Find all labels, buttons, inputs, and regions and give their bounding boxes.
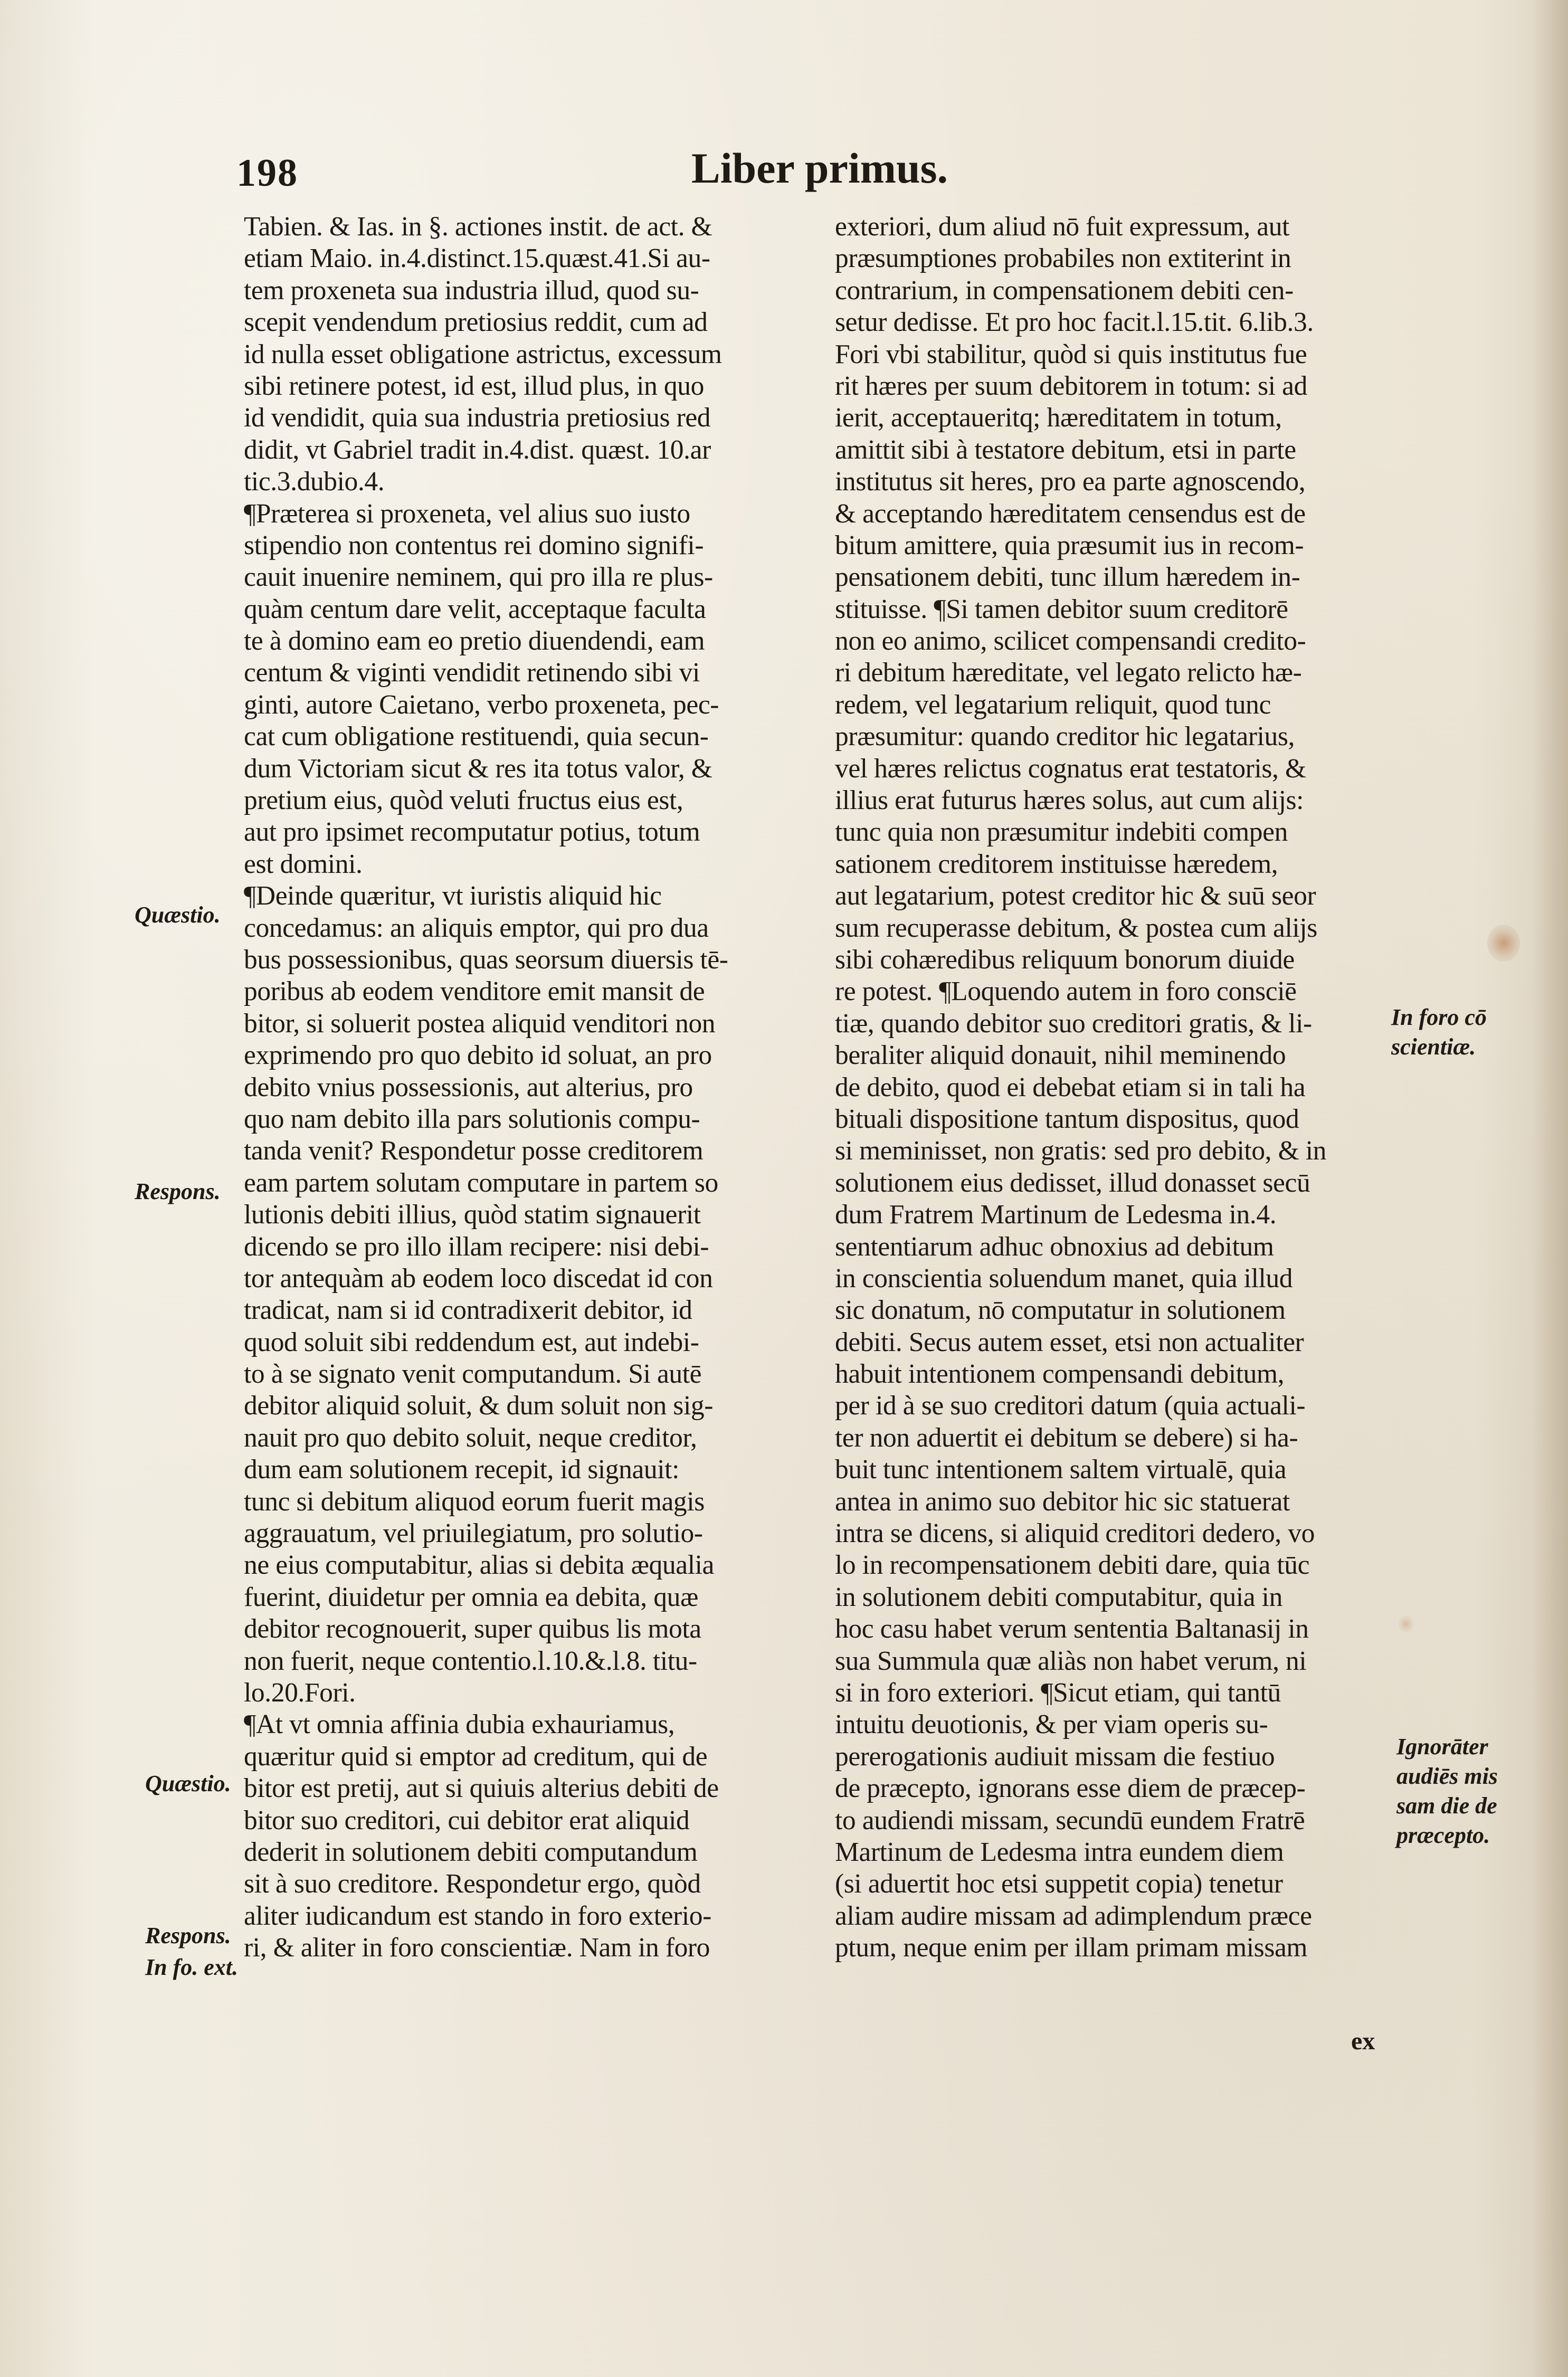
text-line: tunc quia non præsumitur indebiti compen [835,817,1288,848]
text-line: nauit pro quo debito soluit, neque creditor, [244,1422,697,1453]
text-line: dum eam solutionem recepit, id signauit: [244,1454,679,1485]
text-line: tem proxeneta sua industria illud, quod su- [244,275,699,306]
right-text-column [835,211,1394,1964]
text-line: eam partem solutam computare in partem so [244,1167,718,1198]
text-line: debito vnius possessionis, aut alterius, pro [244,1072,693,1102]
text-line: pensationem debiti, tunc illum hæredem in- [835,562,1300,593]
text-line: tanda venit? Respondetur posse creditorem [244,1136,704,1166]
text-line: aliam audire missam ad adimplendum præce [835,1900,1312,1931]
margin-note-questio: Quæstio. [135,902,221,928]
text-line: per id à se suo creditori datum (quia actuali- [835,1391,1306,1421]
text-line: dum Fratrem Martinum de Ledesma in.4. [835,1200,1277,1230]
text-line: quàm centum dare velit, acceptaque faculta [244,594,706,624]
text-line: vel hæres relictus cognatus erat testatoris, & [835,753,1306,784]
text-line: aut pro ipsimet recomputatur potius, totum [244,817,700,848]
text-line: bitor, si soluerit postea aliquid venditori non [244,1008,716,1039]
text-line: buit tunc intentionem saltem virtualē, quia [835,1454,1287,1485]
text-line: exprimendo pro quo debito id soluat, an pro [244,1040,712,1071]
text-line: bitor suo creditori, cui debitor erat aliquid [244,1805,690,1836]
catchword: ex [1351,2027,1375,2055]
text-line: illius erat futurus hæres solus, aut cum alijs: [835,785,1304,816]
text-line: Martinum de Ledesma intra eundem diem [835,1837,1284,1867]
text-line: sua Summula quæ aliàs non habet verum, ni [835,1646,1307,1676]
text-line: ¶Deinde quæritur, vt iuristis aliquid hic [244,881,662,911]
text-line: contrarium, in compensationem debiti cen- [835,275,1294,306]
text-line: de debito, quod ei debebat etiam si in tali ha [835,1072,1306,1102]
text-line: debitor aliquid soluit, & dum soluit non sig- [244,1391,713,1421]
text-line: ter non aduertit ei debitum se debere) si ha- [835,1422,1298,1453]
text-line: cauit inuenire neminem, qui pro illa re plus- [244,562,713,593]
text-line: Fori vbi stabilitur, quòd si quis institutus fue [835,339,1307,369]
margin-note-ignoranter: Ignorāter [1396,1734,1488,1760]
text-line: to à se signato venit computandum. Si autē [244,1359,702,1390]
text-line: intra se dicens, si aliquid creditori dedero, vo [835,1518,1315,1549]
text-line: dum Victoriam sicut & res ita totus valor, & [244,753,712,784]
margin-note-ignoranter: sam die de [1396,1793,1497,1819]
margin-note-in-foro-exteriori: In fo. ext. [145,1954,238,1980]
text-line: bitor est pretij, aut si quiuis alterius debiti de [244,1773,719,1804]
text-line: non eo animo, scilicet compensandi credito- [835,626,1306,657]
text-line: (si aduertit hoc etsi suppetit copia) tenetur [835,1869,1283,1899]
text-line: sibi retinere potest, id est, illud plus, in quo [244,370,704,401]
text-line: scepit vendendum pretiosius reddit, cum ad [244,307,708,338]
text-line: & acceptando hæreditatem censendus est de [835,498,1306,529]
text-line: ne eius computabitur, alias si debita æqualia [244,1550,714,1581]
margin-note-questio: Quæstio. [145,1771,231,1796]
text-line: sententiarum adhuc obnoxius ad debitum [835,1231,1274,1262]
text-line: ptum, neque enim per illam primam missam [835,1933,1308,1963]
foxing-stain [1487,925,1520,962]
text-line: institutus sit heres, pro ea parte agnoscendo, [835,467,1306,497]
text-line: lutionis debiti illius, quòd statim signauerit [244,1200,701,1230]
text-line: debiti. Secus autem esset, etsi non actualiter [835,1327,1304,1357]
text-line: est domini. [244,849,363,879]
text-line: setur dedisse. Et pro hoc facit.l.15.tit. 6.lib.3. [835,307,1314,338]
text-line: tradicat, nam si id contradixerit debitor, id [244,1295,692,1326]
margin-note-ignoranter: præcepto. [1396,1822,1490,1848]
text-line: de præcepto, ignorans esse diem de præcep- [835,1773,1306,1804]
text-line: pererogationis audiuit missam die festiuo [835,1741,1275,1772]
running-head: Liber primus. [691,144,948,192]
text-line: lo.20.Fori. [244,1677,356,1708]
text-line: bitum amittere, quia præsumit ius in recom- [835,530,1304,560]
text-line: sationem creditorem instituisse hæredem, [835,849,1278,879]
margin-note-ignoranter: audiēs mis [1396,1763,1498,1789]
text-line: sibi cohæredibus reliquum bonorum diuide [835,944,1295,975]
text-line: sit à suo creditore. Respondetur ergo, quòd [244,1869,701,1899]
text-line: quo nam debito illa pars solutionis compu- [244,1104,700,1134]
margin-note-in-foro-conscientiae: In foro cō [1391,1004,1487,1030]
text-line: in conscientia soluendum manet, quia illud [835,1263,1293,1294]
text-line: hoc casu habet verum sententia Baltanasij in [835,1614,1309,1644]
text-line: stipendio non contentus rei domino signifi- [244,530,704,560]
text-line: habuit intentionem compensandi debitum, [835,1359,1285,1390]
margin-note-respons: Respons. [145,1923,231,1948]
text-line: tiæ, quando debitor suo creditori gratis, & li- [835,1008,1312,1039]
text-line: antea in animo suo debitor hic sic statuerat [835,1486,1290,1517]
text-line: si in foro exteriori. ¶Sicut etiam, qui tantū [835,1677,1281,1708]
text-line: intuitu deuotionis, & per viam operis su- [835,1709,1268,1740]
text-line: ri debitum hæreditate, vel legato relicto hæ- [835,658,1302,688]
text-line: aliter iudicandum est stando in foro exterio- [244,1900,711,1931]
text-line: tic.3.dubio.4. [244,467,385,497]
text-line: dicendo se pro illo illam recipere: nisi debi- [244,1231,709,1262]
text-line: dederit in solutionem debiti computandum [244,1837,698,1867]
text-line: ginti, autore Caietano, verbo proxeneta, pec- [244,689,719,720]
text-line: quod soluit sibi reddendum est, aut indebi- [244,1327,699,1357]
text-line: rit hæres per suum debitorem in totum: si ad [835,370,1307,401]
text-line: tunc si debitum aliquod eorum fuerit magis [244,1486,705,1517]
text-line: to audiendi missam, secundū eundem Fratrē [835,1805,1305,1836]
text-line: ri, & aliter in foro conscientiæ. Nam in foro [244,1933,710,1963]
text-line: fuerint, diuidetur per omnia ea debita, quæ [244,1582,698,1612]
text-line: stituisse. ¶Si tamen debitor suum creditorē [835,594,1288,624]
text-line: te à domino eam eo pretio diuendendi, eam [244,626,705,657]
text-line: solutionem eius dedisset, illud donasset secū [835,1167,1310,1198]
text-line: bus possessionibus, quas seorsum diuersis tē- [244,944,728,975]
foxing-stain [1399,1616,1413,1632]
text-line: re potest. ¶Loquendo autem in foro consciē [835,976,1297,1007]
text-line: etiam Maio. in.4.distinct.15.quæst.41.Si au- [244,243,710,274]
text-line: didit, vt Gabriel tradit in.4.dist. quæst. 10.ar [244,434,711,465]
text-line: præsumptiones probabiles non extiterint in [835,243,1291,274]
margin-note-in-foro-conscientiae: scientiæ. [1391,1034,1476,1060]
text-line: cat cum obligatione restituendi, quia secun- [244,721,709,752]
text-line: amittit sibi à testatore debitum, etsi in parte [835,434,1296,465]
text-line: id vendidit, quia sua industria pretiosius red [244,403,711,433]
page-gutter-shadow [1531,0,1568,2377]
margin-note-respons: Respons. [135,1178,221,1204]
text-line: non fuerit, neque contentio.l.10.&.l.8. titu- [244,1646,697,1676]
text-line: si meminisset, non gratis: sed pro debito, & in [835,1136,1327,1166]
text-line: beraliter aliquid donauit, nihil meminendo [835,1040,1286,1071]
text-line: præsumitur: quando creditor hic legatarius, [835,721,1295,752]
text-line: poribus ab eodem venditore emit mansit de [244,976,705,1007]
text-line: Tabien. & Ias. in §. actiones instit. de act. & [244,212,712,242]
text-line: concedamus: an aliquis emptor, qui pro dua [244,912,709,943]
page-number: 198 [236,151,298,195]
text-line: centum & viginti vendidit retinendo sibi vi [244,658,700,688]
text-line: debitor recognouerit, super quibus lis mota [244,1614,701,1644]
left-text-column [244,211,803,1964]
text-line: aut legatarium, potest creditor hic & suū seor [835,881,1316,911]
text-line: pretium eius, quòd veluti fructus eius est, [244,785,683,816]
text-line: ¶Præterea si proxeneta, vel alius suo iusto [244,498,690,529]
text-line: redem, vel legatarium reliquit, quod tunc [835,689,1271,720]
text-line: ¶At vt omnia affinia dubia exhauriamus, [244,1709,675,1740]
text-line: exteriori, dum aliud nō fuit expressum, aut [835,212,1289,242]
text-line: bituali dispositione tantum dispositus, quod [835,1104,1299,1134]
text-line: in solutionem debiti computabitur, quia in [835,1582,1282,1612]
text-line: sum recuperasse debitum, & postea cum alijs [835,912,1317,943]
text-line: ierit, acceptaueritq; hæreditatem in totum, [835,403,1282,433]
text-line: lo in recompensationem debiti dare, quia tūc [835,1550,1310,1581]
text-line: tor antequàm ab eodem loco discedat id con [244,1263,713,1294]
text-line: sic donatum, nō computatur in solutionem [835,1295,1286,1326]
text-line: quæritur quid si emptor ad creditum, qui de [244,1741,708,1772]
text-line: aggrauatum, vel priuilegiatum, pro solutio- [244,1518,703,1549]
text-line: id nulla esset obligatione astrictus, excessum [244,339,722,369]
